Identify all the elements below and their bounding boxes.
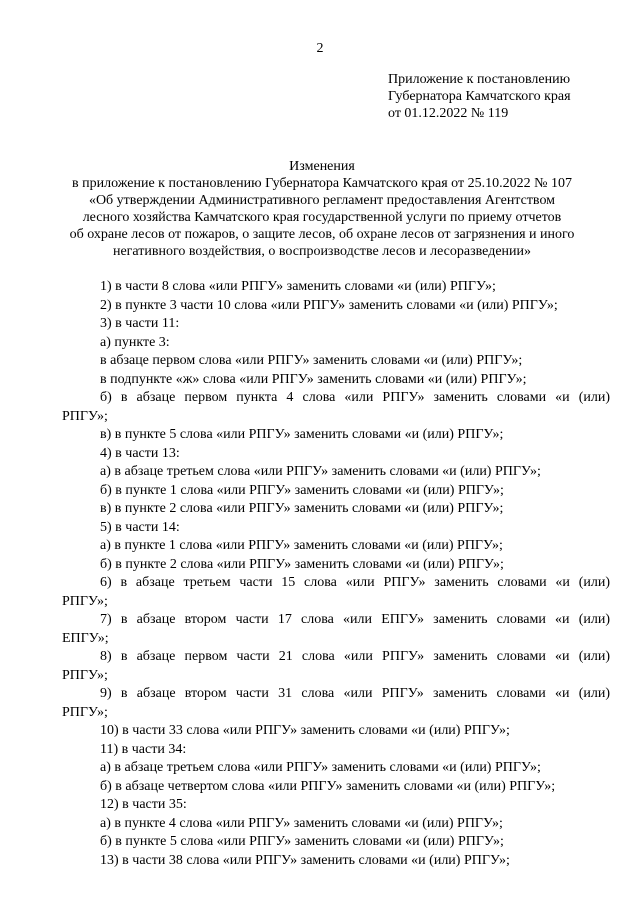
list-item: 3) в части 11: <box>100 316 180 331</box>
page-number: 2 <box>316 41 324 56</box>
list-item: 10) в части 33 слова «или РПГУ» заменить словами «и (или) РПГУ»; <box>100 723 510 738</box>
list-item: б) в пункте 5 слова «или РПГУ» заменить словами «и (или) РПГУ»; <box>100 834 504 849</box>
list-item: а) в абзаце третьем слова «или РПГУ» заменить словами «и (или) РПГУ»; <box>100 464 541 479</box>
list-item-continuation: РПГУ»; <box>62 593 108 609</box>
list-item: 2) в пункте 3 части 10 слова «или РПГУ» заменить словами «и (или) РПГУ»; <box>100 297 558 313</box>
list-item: 6) в абзаце третьем части 15 слова «или РПГУ» заменить словами «и (или) <box>100 575 610 590</box>
list-item: а) в пункте 4 слова «или РПГУ» заменить словами «и (или) РПГУ»; <box>100 815 503 831</box>
title-line: «Об утверждении Административного регламент предоставления Агентством <box>88 193 556 208</box>
list-item-continuation: РПГУ»; <box>62 408 108 424</box>
list-item: 12) в части 35: <box>100 797 187 812</box>
list-item-continuation: РПГУ»; <box>62 704 108 720</box>
list-item: а) в пункте 1 слова «или РПГУ» заменить словами «и (или) РПГУ»; <box>100 538 503 553</box>
list-item: а) пункте 3: <box>100 334 170 350</box>
document-body <box>62 278 610 870</box>
list-item-continuation: РПГУ»; <box>62 667 108 683</box>
annex-line: Приложение к постановлению <box>388 72 571 87</box>
document-title <box>40 158 604 260</box>
list-item: 7) в абзаце втором части 17 слова «или ЕПГУ» заменить словами «и (или) <box>100 612 610 627</box>
list-item: б) в абзаце первом пункта 4 слова «или РПГУ» заменить словами «и (или) <box>100 390 610 405</box>
title-line: об охране лесов от пожаров, о защите лесов, об охране лесов от загрязнения и иного <box>69 227 575 242</box>
annex-line: от 01.12.2022 № 119 <box>388 106 509 121</box>
list-item: 4) в части 13: <box>100 445 180 461</box>
title-line: Изменения <box>289 159 355 174</box>
list-item: 13) в части 38 слова «или РПГУ» заменить словами «и (или) РПГУ»; <box>100 852 510 868</box>
title-line: негативного воздействия, о воспроизводстве лесов и лесоразведении» <box>112 244 532 259</box>
title-line: лесного хозяйства Камчатского края государственной услуги по приему отчетов <box>82 210 562 225</box>
list-item: 8) в абзаце первом части 21 слова «или РПГУ» заменить словами «и (или) <box>100 649 610 664</box>
list-item: а) в абзаце третьем слова «или РПГУ» заменить словами «и (или) РПГУ»; <box>100 760 541 775</box>
list-item: б) в абзаце четвертом слова «или РПГУ» заменить словами «и (или) РПГУ»; <box>100 778 556 794</box>
list-item: в) в пункте 2 слова «или РПГУ» заменить словами «и (или) РПГУ»; <box>100 501 504 516</box>
list-item: в) в пункте 5 слова «или РПГУ» заменить словами «и (или) РПГУ»; <box>100 427 504 442</box>
list-item: б) в пункте 2 слова «или РПГУ» заменить словами «и (или) РПГУ»; <box>100 556 504 572</box>
list-item: 9) в абзаце втором части 31 слова «или РПГУ» заменить словами «и (или) <box>100 686 610 701</box>
annex-line: Губернатора Камчатского края <box>388 89 571 104</box>
list-item: 5) в части 14: <box>100 519 180 535</box>
list-item: в абзаце первом слова «или РПГУ» заменить словами «и (или) РПГУ»; <box>100 353 523 368</box>
list-item: 11) в части 34: <box>100 741 187 757</box>
list-item: б) в пункте 1 слова «или РПГУ» заменить словами «и (или) РПГУ»; <box>100 482 504 498</box>
annex-header <box>388 71 571 122</box>
list-item-continuation: ЕПГУ»; <box>62 630 109 646</box>
title-line: в приложение к постановлению Губернатора Камчатского края от 25.10.2022 № 107 <box>72 176 572 191</box>
list-item: 1) в части 8 слова «или РПГУ» заменить словами «и (или) РПГУ»; <box>100 279 496 294</box>
list-item: в подпункте «ж» слова «или РПГУ» заменить словами «и (или) РПГУ»; <box>100 371 527 387</box>
